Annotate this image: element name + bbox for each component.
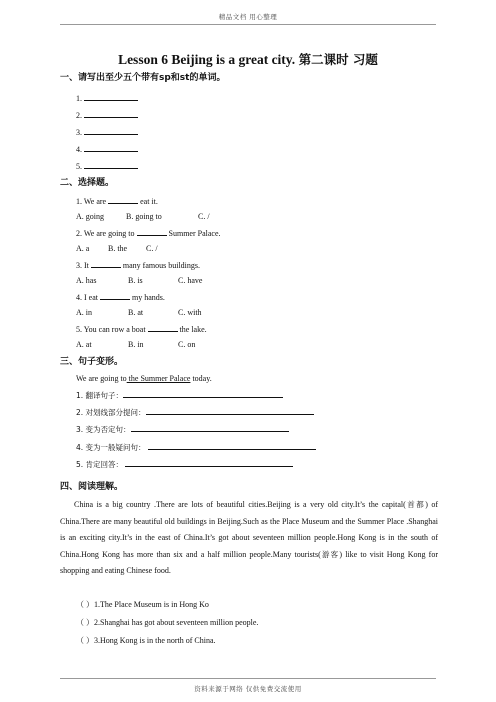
answer-line-2: 2. <box>76 109 138 121</box>
answer-line-4: 4. <box>76 143 138 155</box>
question-2-options: A. a B. the C. / <box>76 244 158 253</box>
title-english: Lesson 6 Beijing is a great city. <box>118 52 296 67</box>
question-5-options: A. at B. in C. on <box>76 340 196 349</box>
answer-line-3: 3. <box>76 126 138 138</box>
reading-passage: China is a big country .There are lots of beautiful cities.Beijing is a very old city.It’s the capital(首都) of China.There are many beautiful old buildings in Beijing.Such as the Place Museum and the Summer Place .Shanghai is an exciting city.It’s in the east of China.It’s got about seventeen million people.Hong Kong is in the south of China.Hong Kong has more than six and a half million people.Many tourists(游客) like to visit Hong Kong for shopping and eating Chinese food. <box>60 500 439 576</box>
section4-heading: 四、阅读理解。 <box>60 482 124 492</box>
statement-1: （ ）1.The Place Museum is in Hong Ko <box>76 600 209 609</box>
task-translate: 1. 翻译句子： <box>76 389 283 401</box>
question-1-options: A. going B. going to C. / <box>76 212 210 221</box>
underlined-phrase: the Summer Palace <box>126 374 191 383</box>
task-negative: 3. 变为否定句： <box>76 423 289 435</box>
question-5: 5. You can row a boat the lake. <box>76 325 207 334</box>
section2-heading: 二、选择题。 <box>60 178 115 188</box>
section1-heading: 一、请写出至少五个带有sp和st的单词。 <box>60 73 226 83</box>
answer-line-5: 5. <box>76 160 138 172</box>
title-chinese: 第二课时 习题 <box>298 52 378 67</box>
task-positive-answer: 5. 肯定回答： <box>76 458 293 470</box>
section3-heading: 三、句子变形。 <box>60 357 124 367</box>
page-title <box>0 52 496 68</box>
footer-rule <box>60 678 436 679</box>
answer-line-1: 1. <box>76 92 138 104</box>
task-ask-question: 2. 对划线部分提问： <box>76 406 314 418</box>
question-2: 2. We are going to Summer Palace. <box>76 229 221 238</box>
header-rule <box>60 24 436 25</box>
statement-2: （ ）2.Shanghai has got about seventeen million people. <box>76 618 259 627</box>
question-3: 3. It many famous buildings. <box>76 261 200 270</box>
page-header: 精品文档 用心整理 <box>218 13 278 21</box>
task-yes-no-question: 4. 变为一般疑问句： <box>76 441 316 453</box>
page-footer: 资料来源于网络 仅供免费交流使用 <box>194 685 302 693</box>
question-3-options: A. has B. is C. have <box>76 276 203 285</box>
source-sentence: We are going to the Summer Palace today. <box>76 374 212 383</box>
statement-3: （ ）3.Hong Kong is in the north of China. <box>76 636 216 645</box>
question-4: 4. I eat my hands. <box>76 293 165 302</box>
question-1: 1. We are eat it. <box>76 197 158 206</box>
question-4-options: A. in B. at C. with <box>76 308 202 317</box>
